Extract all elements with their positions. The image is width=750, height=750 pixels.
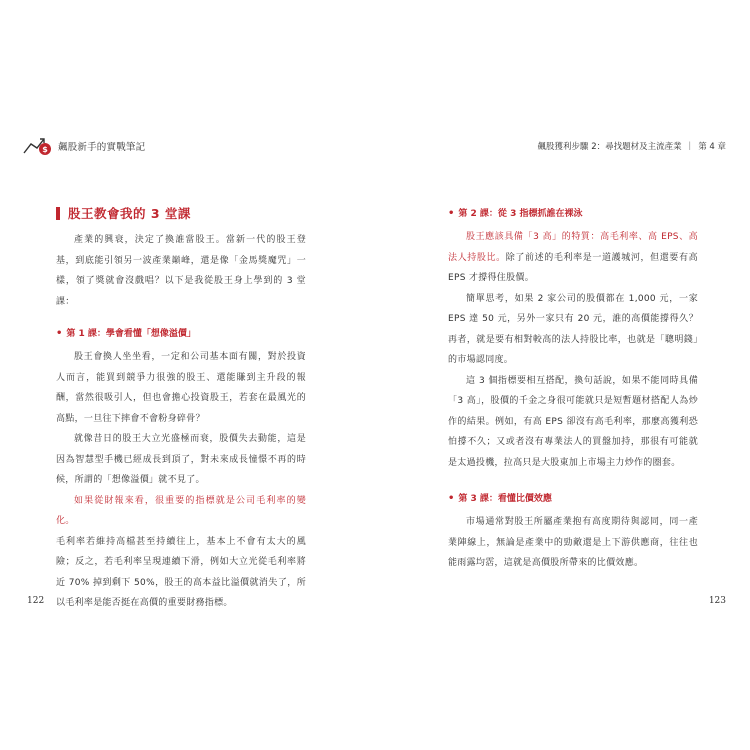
paragraph: 毛利率若維持高檔甚至持續往上，基本上不會有太大的風險；反之，若毛利率呈現連續下滑，例如大立光從毛利率將近 70% 掉到剩下 50%，股王的高本益比溢價就消失了，所以毛利率是能否挺在高價的重要財務指標。 xyxy=(56,536,306,608)
running-header-right xyxy=(538,140,726,152)
paragraph-text: 除了前述的毛利率是一道護城河，但還要有高 EPS 才撐得住股價。 xyxy=(448,252,698,283)
page-number-right: 123 xyxy=(708,596,726,606)
header-separator: ｜ xyxy=(685,142,695,152)
lesson-1-heading xyxy=(56,324,306,344)
paragraph: 簡單思考，如果 2 家公司的股價都在 1,000 元，一家 EPS 達 50 元，另外一家只有 20 元，誰的高價能撐得久？再者，就是要有相對較高的法人持股比率，也就是「聰明錢」的市場認同度。 xyxy=(448,293,698,365)
section-heading-text: 股王教會我的 3 堂課 xyxy=(68,206,191,221)
paragraph: 就像昔日的股王大立光盛極而衰，股價失去動能，這是因為智慧型手機已經成長到頂了，對未來成長憧憬不再的時候，所謂的「想像溢價」就不見了。 xyxy=(56,434,306,485)
paragraph: 市場通常對股王所屬產業抱有高度期待與認同，同一產業陣線上，無論是產業中的勁敵還是上下游供應商，往往也能雨露均霑，這就是高價股所帶來的比價效應。 xyxy=(448,517,698,568)
lesson-2-heading xyxy=(448,204,698,224)
paragraph: 這 3 個指標要相互搭配，換句話說，如果不能同時具備「3 高」，股價的千金之身很可能就只是短暫題材搭配人為炒作的結果。例如，有高 EPS 卻沒有高毛利率，那麼高獲利恐怕撐不久；又或者沒有專業法人的買盤加持，那很有可能就是太過投機，拉高只是大股東加上市場主力炒作的圈套。 xyxy=(448,375,698,468)
paragraph xyxy=(448,227,698,289)
chart-logo-icon xyxy=(22,136,54,156)
right-page-content xyxy=(448,204,698,574)
highlight-text: 股王應該具備「3 高」的特質：高毛利率、高 EPS、高法人持股比。 xyxy=(448,232,698,263)
running-header-left xyxy=(22,136,145,156)
page-number-left: 122 xyxy=(27,596,45,606)
paragraph: 股王會換人坐坐看，一定和公司基本面有關，對於投資人而言，能買到競爭力很強的股王、還能賺到主升段的報酬，當然很吸引人，但也會擔心投資股王，若套在最風光的高點，一旦往下摔會不會粉身碎骨？ xyxy=(56,352,306,424)
section-heading xyxy=(56,204,306,222)
lesson-3-heading xyxy=(448,489,698,509)
left-page-content xyxy=(56,204,306,614)
lesson-2-title: 第 2 課：從 3 指標抓誰在裸泳 xyxy=(458,209,583,219)
intro-paragraph: 產業的興衰，決定了換誰當股王。當新一代的股王登基，到底能引領另一波產業巔峰，還是像「金馬獎魔咒」一樣，領了獎就會沒戲唱？以下是我從股王身上學到的 3 堂課： xyxy=(56,235,306,307)
chapter-label: 第 4 章 xyxy=(698,142,726,152)
section-title: 飆股獲利步驟 2：尋找題材及主流產業 xyxy=(537,142,682,152)
bullet-icon: • xyxy=(56,328,63,339)
lesson-1-title: 第 1 課：學會看懂「想像溢價」 xyxy=(66,329,196,339)
highlight-paragraph: 如果從財報來看，很重要的指標就是公司毛利率的變化。 xyxy=(56,495,306,526)
book-title: 飆股新手的實戰筆記 xyxy=(58,142,146,153)
svg-text:$: $ xyxy=(42,144,48,154)
bullet-icon: • xyxy=(448,208,455,219)
bullet-icon: • xyxy=(448,493,455,504)
lesson-3-title: 第 3 課：看懂比價效應 xyxy=(458,494,552,504)
heading-bar-icon xyxy=(56,207,60,220)
